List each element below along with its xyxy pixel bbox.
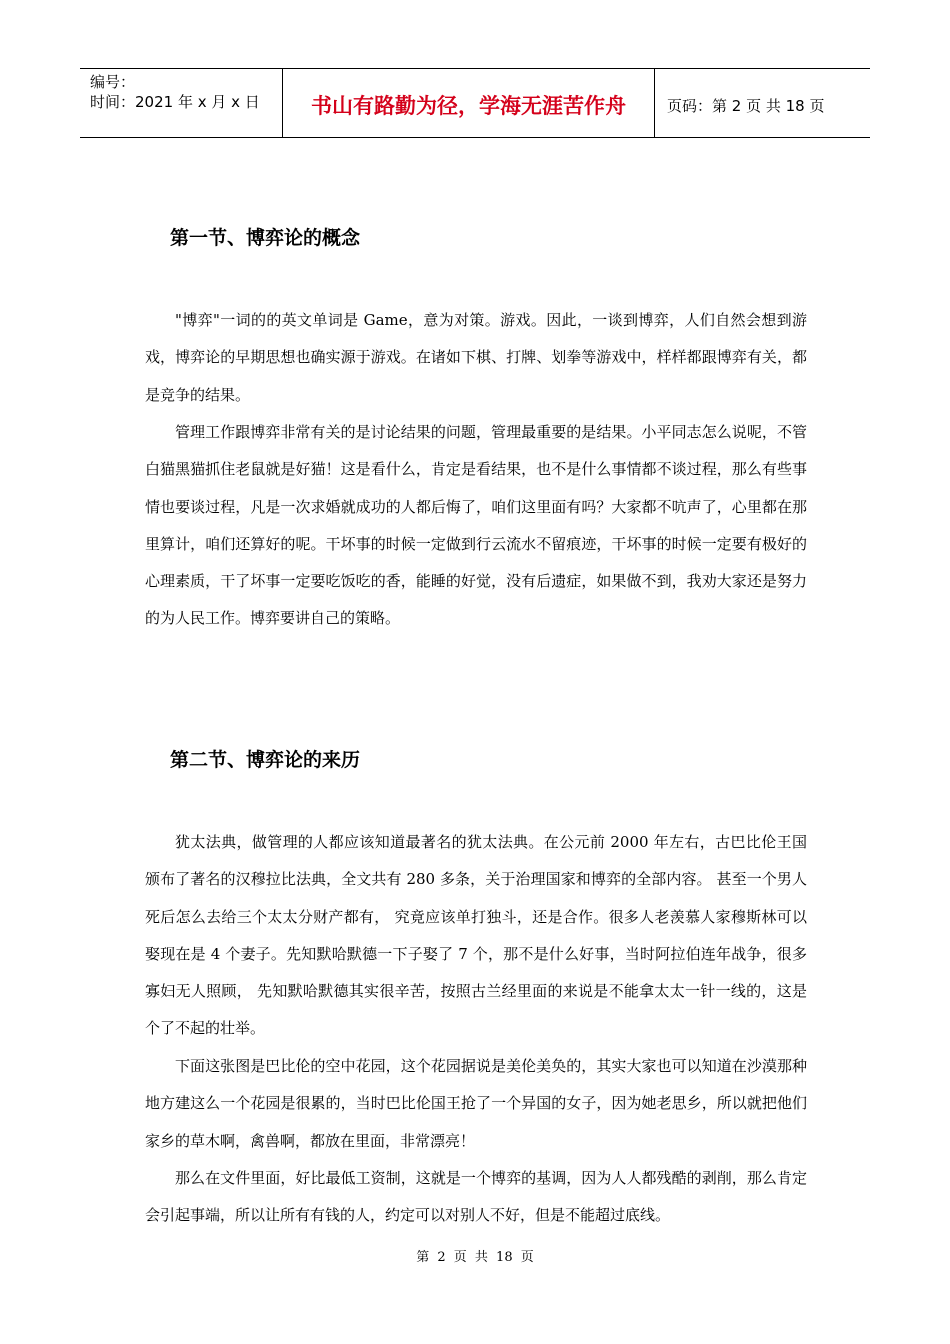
header-motto: 书山有路勤为径，学海无涯苦作舟: [311, 94, 626, 118]
page-footer: 第 2 页 共 18 页: [416, 1250, 534, 1265]
section-2-paragraph-2: 下面这张图是巴比伦的空中花园，这个花园据说是美伦美奂的，其实大家也可以知道在沙漠那种地方建这么一个花园是很累的，当时巴比伦国王抢了一个异国的女子，因为她老思乡，所以就把他们家乡的草木啊，禽兽啊，都放在里面，非常漂亮！: [145, 1057, 807, 1150]
document-number-label: 编号：: [90, 73, 136, 91]
section-title-1: 第一节、博弈论的概念: [170, 227, 361, 249]
header-motto-cell: [282, 69, 655, 137]
header-meta: [80, 69, 282, 137]
section-title-2: 第二节、博弈论的来历: [170, 749, 361, 771]
header-page-info: 页码：第 2 页 共 18 页: [667, 96, 825, 115]
section-2-paragraph-3: 那么在文件里面，好比最低工资制，这就是一个博弈的基调，因为人人都残酷的剥削，那么肯定会引起事端，所以让所有有钱的人，约定可以对别人不好，但是不能超过底线。: [145, 1169, 807, 1225]
document-date: 时间：2021 年 x 月 x 日: [90, 93, 260, 111]
section-1-paragraph-2: 管理工作跟博弈非常有关的是讨论结果的问题，管理最重要的是结果。小平同志怎么说呢，不管白猫黑猫抓住老鼠就是好猫！这是看什么，肯定是看结果，也不是什么事情都不谈过程，那么有些事情也要谈过程，凡是一次求婚就成功的人都后悔了，咱们这里面有吗？大家都不吭声了，心里都在那里算计，咱们还算好的呢。干坏事的时候一定做到行云流水不留痕迹，干坏事的时候一定要有极好的心理素质，干了坏事一定要吃饭吃的香，能睡的好觉，没有后遗症，如果做不到，我劝大家还是努力的为人民工作。博弈要讲自己的策略。: [145, 423, 807, 628]
section-2-paragraph-1: 犹太法典，做管理的人都应该知道最著名的犹太法典。在公元前 2000 年左右，古巴比伦王国颁布了著名的汉穆拉比法典，全文共有 280 多条，关于治理国家和博弈的全部内容。 甚至一个男人死后怎么去给三个太太分财产都有， 究竟应该单打独斗，还是合作。很多人老羡慕人家穆斯林可以娶现在是 4 个妻子。先知默哈默德一下子娶了 7 个，那不是什么好事，当时阿拉伯连年战争，很多寡妇无人照顾， 先知默哈默德其实很辛苦，按照古兰经里面的来说是不能拿太太一针一线的，这是个了不起的壮举。: [145, 833, 807, 1038]
page-header: [80, 68, 870, 138]
section-1-paragraph-1: "博弈"一词的的英文单词是 Game，意为对策。游戏。因此，一谈到博弈，人们自然会想到游戏，博弈论的早期思想也确实源于游戏。在诸如下棋、打牌、划拳等游戏中，样样都跟博弈有关，都是竞争的结果。: [145, 311, 807, 404]
